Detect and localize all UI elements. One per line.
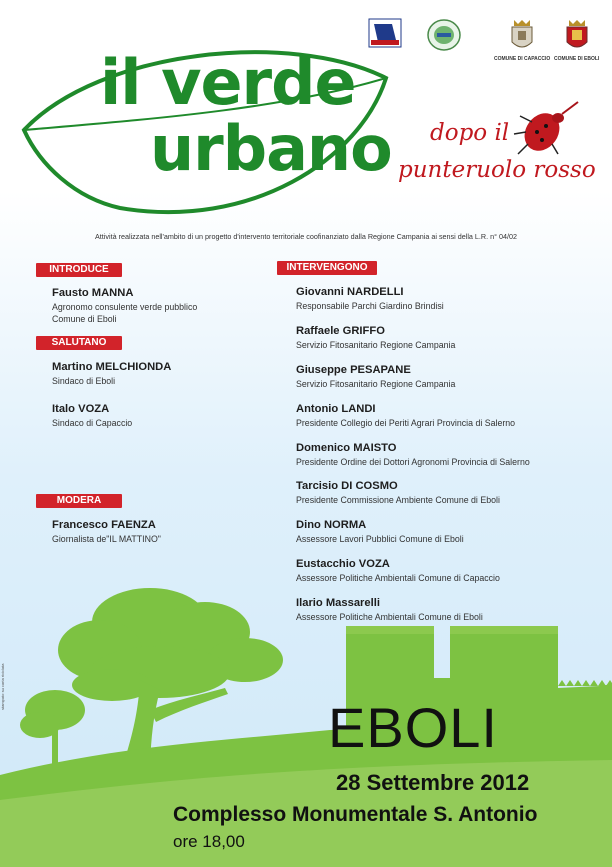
person-role: Assessore Politiche Ambientali Comune di Eboli bbox=[296, 612, 483, 622]
speaker-3 bbox=[296, 364, 455, 390]
person-name: Ilario Massarelli bbox=[296, 597, 380, 609]
person-role: Agronomo consulente verde pubblico bbox=[52, 302, 198, 312]
eboli-caption: COMUNE DI EBOLI bbox=[554, 56, 600, 62]
title-line-1: il verde bbox=[100, 46, 356, 119]
person-role: Servizio Fitosanitario Regione Campania bbox=[296, 340, 456, 350]
funding-statement: Attività realizzata nell'ambito di un progetto d'intervento territoriale coofinanziato dalla Regione Campania ai sensi della L.R. n° 04/02 bbox=[95, 232, 517, 241]
capaccio-crest-logo bbox=[494, 18, 550, 62]
person-introduce bbox=[52, 287, 197, 325]
capaccio-caption: COMUNE DI CAPACCIO bbox=[494, 56, 551, 62]
eboli-crest-logo bbox=[554, 18, 599, 62]
logos-row bbox=[368, 18, 604, 68]
speaker-7 bbox=[296, 519, 464, 545]
speaker-5 bbox=[296, 442, 530, 468]
salutano-badge: SALUTANO bbox=[36, 336, 122, 350]
event-time: ore 18,00 bbox=[173, 832, 245, 851]
person-role: Presidente Collegio dei Periti Agrari Provincia di Salerno bbox=[296, 418, 516, 428]
vertical-print-note: stampato su carta riciclata bbox=[0, 663, 5, 710]
event-date: 28 Settembre 2012 bbox=[336, 770, 530, 795]
person-role: Sindaco di Capaccio bbox=[52, 418, 133, 428]
seal-icon bbox=[426, 18, 462, 52]
person-role: Presidente Ordine dei Dottori Agronomi Provincia di Salerno bbox=[296, 457, 530, 467]
speaker-1 bbox=[296, 286, 444, 312]
person-role: Responsabile Parchi Giardino Brindisi bbox=[296, 301, 444, 311]
person-role: Servizio Fitosanitario Regione Campania bbox=[296, 379, 456, 389]
event-city: EBOLI bbox=[328, 696, 498, 759]
person-salutano-2 bbox=[52, 403, 132, 429]
person-role: Sindaco di Eboli bbox=[52, 376, 116, 386]
person-role: Assessore Lavori Pubblici Comune di Eboli bbox=[296, 534, 464, 544]
title-line-2: urbano bbox=[150, 112, 392, 185]
introduce-badge: INTRODUCE bbox=[36, 263, 122, 277]
person-salutano-1 bbox=[52, 361, 171, 387]
person-name: Giuseppe PESAPANE bbox=[296, 364, 411, 376]
subtitle-line-1: dopo il bbox=[430, 120, 510, 146]
speaker-2 bbox=[296, 325, 455, 351]
round-seal-logo bbox=[426, 18, 462, 52]
person-name: Dino NORMA bbox=[296, 519, 367, 531]
person-name: Eustacchio VOZA bbox=[296, 558, 390, 570]
crest-icon bbox=[508, 18, 536, 54]
speaker-9 bbox=[296, 597, 483, 623]
person-name: Antonio LANDI bbox=[296, 403, 376, 415]
person-role: Giornalista de"IL MATTINO" bbox=[52, 534, 161, 544]
person-name: Fausto MANNA bbox=[52, 287, 134, 299]
person-role: Comune di Eboli bbox=[52, 314, 117, 324]
person-name: Martino MELCHIONDA bbox=[52, 361, 172, 373]
small-tree-illustration bbox=[20, 690, 85, 770]
person-name: Domenico MAISTO bbox=[296, 442, 397, 454]
modera-badge: MODERA bbox=[36, 494, 122, 508]
crest-icon bbox=[563, 18, 591, 54]
speaker-4 bbox=[296, 403, 515, 429]
person-name: Raffaele GRIFFO bbox=[296, 325, 385, 337]
red-weevil-icon bbox=[512, 96, 582, 156]
subtitle-line-2: punteruolo rosso bbox=[398, 157, 596, 183]
person-role: Assessore Politiche Ambientali Comune di Capaccio bbox=[296, 573, 500, 583]
person-role: Presidente Commissione Ambiente Comune di Eboli bbox=[296, 495, 500, 505]
person-name: Italo VOZA bbox=[52, 403, 110, 415]
speaker-8 bbox=[296, 558, 500, 584]
intervengono-badge: INTERVENGONO bbox=[277, 261, 377, 275]
speaker-6 bbox=[296, 480, 500, 506]
event-venue: Complesso Monumentale S. Antonio bbox=[173, 803, 538, 826]
person-name: Francesco FAENZA bbox=[52, 519, 156, 531]
person-name: Giovanni NARDELLI bbox=[296, 286, 404, 298]
person-modera bbox=[52, 519, 161, 545]
person-name: Tarcisio DI COSMO bbox=[296, 480, 398, 492]
